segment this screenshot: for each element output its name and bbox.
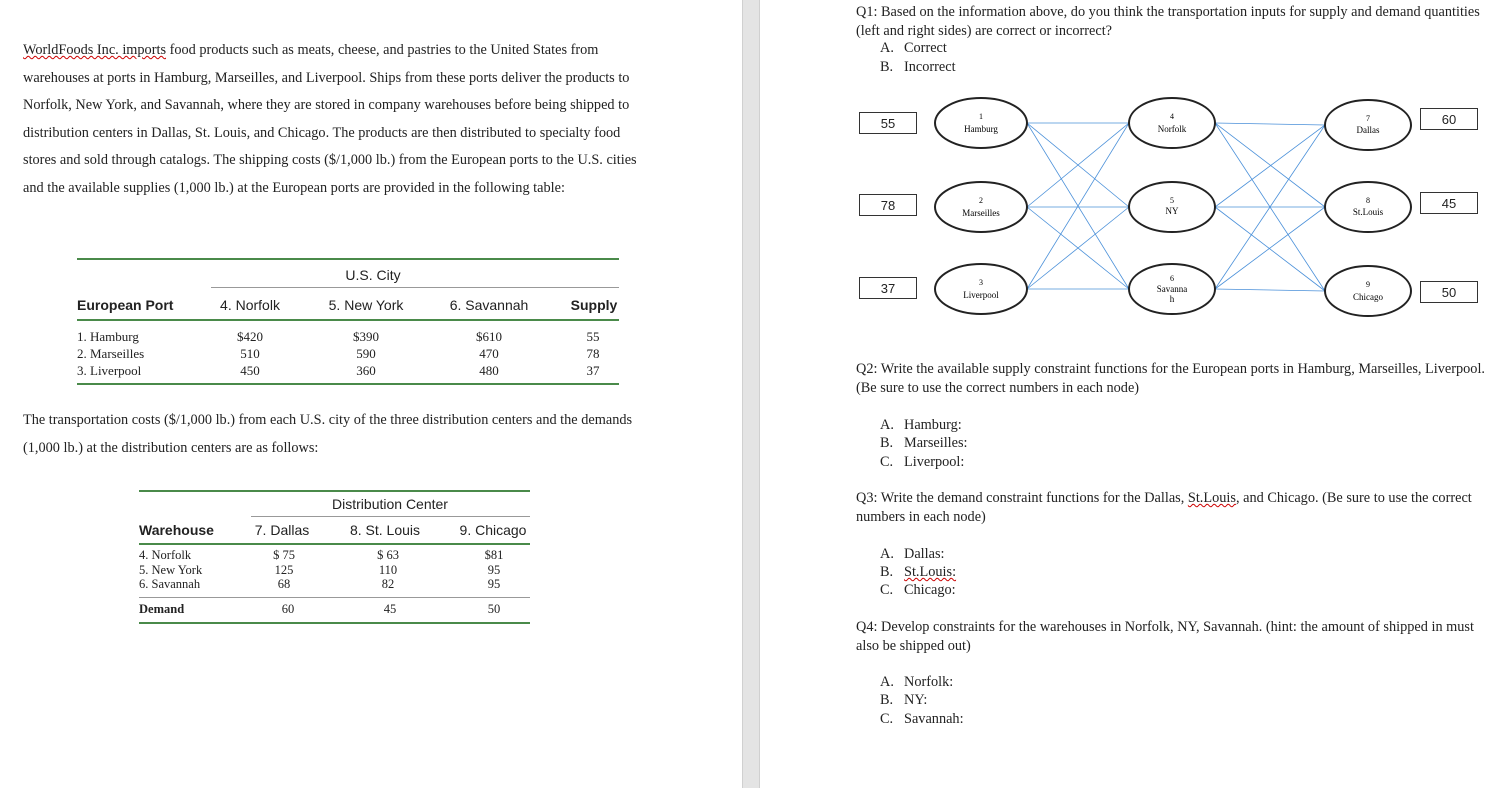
table-row: 6. Savannah xyxy=(139,577,201,591)
table2-col-dallas: 7. Dallas xyxy=(254,522,310,538)
table1-col-savannah: 6. Savannah xyxy=(449,297,529,313)
node-number: 6 xyxy=(1170,274,1174,283)
node-label: St.Louis xyxy=(1352,207,1384,217)
table-row: 1. Hamburg xyxy=(77,329,139,344)
option-letter: A. xyxy=(880,417,894,433)
node-liverpool xyxy=(935,264,1027,314)
table-cell: 480 xyxy=(479,363,499,378)
node-marseilles xyxy=(935,182,1027,232)
option-letter: A. xyxy=(880,674,894,690)
node-dallas xyxy=(1325,100,1411,150)
node-label: Hamburg xyxy=(964,124,998,134)
node-chicago xyxy=(1325,266,1411,316)
table-cell: 110 xyxy=(378,563,398,577)
node-label: Savanna xyxy=(1156,284,1188,294)
option-letter: C. xyxy=(880,582,894,598)
node-label: h xyxy=(1169,294,1175,304)
node-label: NY xyxy=(1165,206,1179,216)
left-page xyxy=(0,0,742,788)
option-text: Dallas: xyxy=(904,546,945,562)
supply-box-hamburg: 55 xyxy=(859,112,917,134)
table-cell: 470 xyxy=(479,346,499,361)
node-label: Liverpool xyxy=(963,290,999,300)
right-page xyxy=(760,0,1511,788)
q3-option-b xyxy=(880,563,956,582)
table-cell: 78 xyxy=(586,346,600,361)
demand-box-dallas: 60 xyxy=(1420,108,1478,130)
table-cell: 37 xyxy=(586,363,600,378)
q1-option-a xyxy=(880,39,947,58)
table-row: 4. Norfolk xyxy=(139,548,192,562)
mid-paragraph: The transportation costs ($/1,000 lb.) from each U.S. city of the three distribution centers and the demands (1,000 lb.) at the distribution centers are as follows: xyxy=(23,412,633,456)
table-cell: 50 xyxy=(487,602,501,616)
demand-label: Demand xyxy=(139,602,185,616)
q1-text: Q1: Based on the information above, do you think the transportation inputs for supply and demand quantities (left and right sides) are correct or incorrect? xyxy=(856,4,1480,39)
table-row: 5. New York xyxy=(139,563,203,577)
option-letter: B. xyxy=(880,59,894,75)
option-text: Savannah: xyxy=(904,711,964,727)
table-cell: 68 xyxy=(277,577,291,591)
table1-group-header: U.S. City xyxy=(345,267,401,283)
q2-text: Q2: Write the available supply constraint functions for the European ports in Hamburg, Marseilles, Liverpool. (Be sure to use the correct numbers in each node) xyxy=(856,361,1485,396)
option-text: Incorrect xyxy=(904,59,956,75)
table-cell: 510 xyxy=(240,346,260,361)
option-text: St.Louis: xyxy=(904,564,957,580)
page-gutter xyxy=(742,0,760,788)
q3-text-b: , and Chicago. (Be sure to use the correct numbers in each node) xyxy=(856,490,1472,525)
option-text: Correct xyxy=(904,40,947,56)
q3-option-c xyxy=(880,581,956,600)
node-number: 8 xyxy=(1366,196,1370,205)
q2-option-b xyxy=(880,434,968,453)
node-number: 5 xyxy=(1170,196,1174,205)
q2-option-c xyxy=(880,453,964,472)
node-label: Norfolk xyxy=(1157,124,1187,134)
option-text: Chicago: xyxy=(904,582,956,598)
option-text: Norfolk: xyxy=(904,674,954,690)
q3-text-stlouis: St.Louis xyxy=(1187,490,1236,506)
q2-option-a xyxy=(880,416,962,435)
table-cell: $ 75 xyxy=(273,548,295,562)
q4-option-c xyxy=(880,710,964,729)
node-number: 9 xyxy=(1366,280,1370,289)
node-number: 2 xyxy=(979,196,983,205)
node-label: Chicago xyxy=(1353,292,1383,302)
table-cell: 82 xyxy=(381,577,395,591)
table-cell: $81 xyxy=(484,548,504,562)
demand-box-stlouis: 45 xyxy=(1420,192,1478,214)
intro-paragraph xyxy=(23,37,648,203)
table-row: 2. Marseilles xyxy=(77,346,145,361)
table-cell: 55 xyxy=(586,329,600,344)
option-letter: B. xyxy=(880,692,894,708)
q4-text: Q4: Develop constraints for the warehouses in Norfolk, NY, Savannah. (hint: the amount of shipped in must also be shipped out) xyxy=(856,619,1474,654)
table-cell: 450 xyxy=(240,363,260,378)
node-stlouis xyxy=(1325,182,1411,232)
node-savannah xyxy=(1129,264,1215,314)
option-letter: B. xyxy=(880,435,894,451)
edge-wh6-dst9 xyxy=(1215,289,1325,291)
table1-col-supply: Supply xyxy=(570,297,618,313)
node-label: Marseilles xyxy=(962,208,1000,218)
q4-option-a xyxy=(880,673,953,692)
node-number: 3 xyxy=(979,278,983,287)
demand-box-chicago: 50 xyxy=(1420,281,1478,303)
option-letter: A. xyxy=(880,546,894,562)
table1-col-newyork: 5. New York xyxy=(328,297,404,313)
port-cost-table xyxy=(77,258,619,386)
intro-text: food products such as meats, cheese, and pastries to the United States from warehouses at ports in Hamburg, Marseilles, and Liverpool. Ships from these ports deliver the products to Norfolk, New York, and Savannah, where they are stored in company warehouses before being shipped to distribution centers in Dallas, St. Louis, and Chicago. The products are then distributed to specialty food stores and sold through catalogs. The shipping costs ($/1,000 lb.) from the European ports to the U.S. cities and the available supplies (1,000 lb.) at the European ports are provided in the following table: xyxy=(23,42,637,196)
node-number: 4 xyxy=(1170,112,1174,121)
table-cell: 125 xyxy=(274,563,294,577)
network-diagram xyxy=(855,90,1495,320)
edge-wh4-dst7 xyxy=(1215,123,1325,125)
table2-col-stlouis: 8. St. Louis xyxy=(349,522,421,538)
table-cell: $390 xyxy=(353,329,379,344)
table1-col-port: European Port xyxy=(77,297,174,313)
q4-option-b xyxy=(880,691,927,710)
table-row: 3. Liverpool xyxy=(77,363,142,378)
table-cell: 360 xyxy=(356,363,376,378)
distribution-cost-table xyxy=(139,490,530,626)
q1-option-b xyxy=(880,58,956,77)
option-text: NY: xyxy=(904,692,928,708)
option-text: Marseilles: xyxy=(904,435,968,451)
node-ny xyxy=(1129,182,1215,232)
option-letter: C. xyxy=(880,454,894,470)
table1-col-norfolk: 4. Norfolk xyxy=(220,297,280,313)
supply-box-marseilles: 78 xyxy=(859,194,917,216)
table2-group-header: Distribution Center xyxy=(332,496,448,512)
q3-option-a xyxy=(880,545,945,564)
node-norfolk xyxy=(1129,98,1215,148)
table2-col-chicago: 9. Chicago xyxy=(459,522,527,538)
table-cell: $610 xyxy=(476,329,502,344)
option-letter: C. xyxy=(880,711,894,727)
company-name: WorldFoods Inc. imports xyxy=(23,42,167,58)
node-label: Dallas xyxy=(1356,125,1380,135)
table-cell: $ 63 xyxy=(377,548,399,562)
supply-box-liverpool: 37 xyxy=(859,277,917,299)
option-text: Liverpool: xyxy=(904,454,965,470)
node-number: 7 xyxy=(1366,114,1370,123)
node-hamburg xyxy=(935,98,1027,148)
table-cell: 590 xyxy=(356,346,376,361)
q3-text-a: Q3: Write the demand constraint functions for the Dallas, xyxy=(856,490,1188,506)
option-letter: A. xyxy=(880,40,894,56)
table-cell: $420 xyxy=(237,329,263,344)
table-cell: 45 xyxy=(383,602,397,616)
q3-text xyxy=(856,489,1486,527)
table2-col-warehouse: Warehouse xyxy=(139,522,214,538)
node-number: 1 xyxy=(979,112,983,121)
option-letter: B. xyxy=(880,564,894,580)
table-cell: 95 xyxy=(487,563,501,577)
table-cell: 60 xyxy=(281,602,295,616)
option-text: Hamburg: xyxy=(904,417,962,433)
table-cell: 95 xyxy=(487,577,501,591)
network-nodes xyxy=(935,98,1411,316)
